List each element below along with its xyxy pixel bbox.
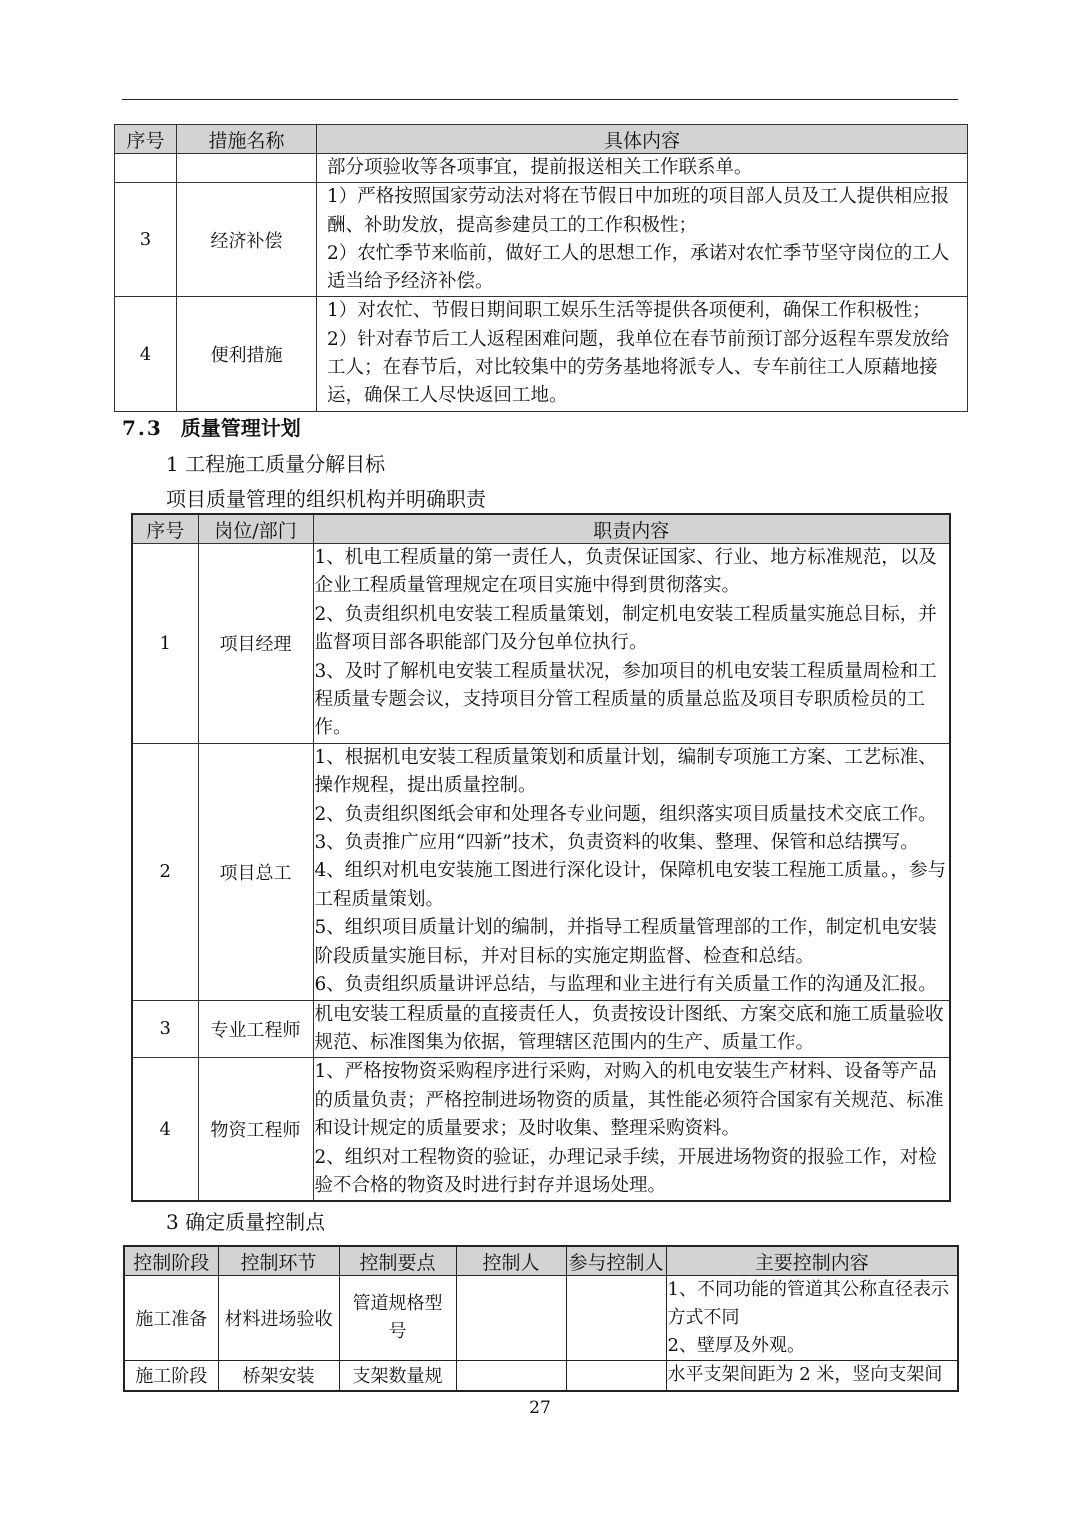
measure-content xyxy=(317,297,968,411)
controller xyxy=(456,1276,566,1361)
content-paragraph: 水平支架间距为 2 米，竖向支架间 xyxy=(667,1364,943,1386)
measure-name: 经济补偿 xyxy=(177,183,317,297)
controller xyxy=(456,1361,566,1391)
section-title: 质量管理计划 xyxy=(180,416,301,440)
duty-paragraph: 4、组织对机电安装施工图进行深化设计，保障机电安装工程施工质量。，参与工程质量策划。 xyxy=(314,860,947,910)
control-content xyxy=(666,1276,958,1361)
measure-content xyxy=(317,154,968,183)
content-paragraph: 2、壁厚及外观。 xyxy=(667,1335,805,1356)
role-name: 专业工程师 xyxy=(198,1000,313,1058)
control-points-table xyxy=(123,1245,959,1392)
table-header-row xyxy=(115,125,968,154)
duty-paragraph: 3、负责推广应用“四新”技术，负责资料的收集、整理、保管和总结撰写。 xyxy=(314,832,919,854)
column-header: 控制人 xyxy=(456,1246,566,1276)
content-paragraph: 部分项验收等各项事宜，提前报送相关工作联系单。 xyxy=(327,157,753,178)
column-header: 具体内容 xyxy=(317,125,968,154)
content-paragraph: 2）农忙季节来临前，做好工人的思想工作，承诺对农忙季节坚守岗位的工人适当给予经济补偿。 xyxy=(327,242,950,293)
participant xyxy=(566,1361,666,1391)
control-point: 管道规格型号 xyxy=(339,1276,456,1361)
table-row xyxy=(115,297,968,411)
content-paragraph: 1）严格按照国家劳动法对将在节假日中加班的项目部人员及工人提供相应报酬、补助发放，提高参建员工的工作积极性； xyxy=(327,186,950,236)
duty-content xyxy=(313,1058,950,1202)
subsection-heading: 3 确定质量控制点 xyxy=(166,1210,326,1234)
content-paragraph: 2）针对春节后工人返程困难问题，我单位在春节前预订部分返程车票发放给工人；在春节后，对比较集中的劳务基地将派专人、专车前往工人原藉地接运，确保工人尽快返回工地。 xyxy=(327,328,950,407)
column-header: 控制环节 xyxy=(218,1246,339,1276)
duty-paragraph: 1、严格按物资采购程序进行采购，对购入的机电安装生产材料、设备等产品的质量负责；严格控制进场物资的质量，其性能必须符合国家有关规范、标准和设计规定的质量要求；及时收集、整理采购资料。 xyxy=(314,1061,944,1140)
table-header-row xyxy=(132,514,950,544)
table-row xyxy=(124,1276,958,1361)
role-name: 项目总工 xyxy=(198,743,313,1000)
duty-paragraph: 2、组织对工程物资的验证，办理记录手续，开展进场物资的报验工作，对检验不合格的物资及时进行封存并退场处理。 xyxy=(314,1146,937,1196)
content-paragraph: 1）对农忙、节假日期间职工娱乐生活等提供各项便利，确保工作积极性； xyxy=(327,300,931,322)
duty-content xyxy=(313,1000,950,1058)
responsibility-table xyxy=(131,513,951,1202)
header-rule xyxy=(122,99,958,100)
row-number: 2 xyxy=(132,743,198,1000)
row-number: 4 xyxy=(115,297,177,411)
table-row xyxy=(132,1000,950,1058)
role-name: 物资工程师 xyxy=(198,1058,313,1202)
column-header: 参与控制人 xyxy=(566,1246,666,1276)
table-header-row xyxy=(124,1246,958,1276)
participant xyxy=(566,1276,666,1361)
table-row xyxy=(132,743,950,1000)
control-link: 材料进场验收 xyxy=(218,1276,339,1361)
duty-content xyxy=(313,743,950,1000)
measures-table xyxy=(114,124,968,412)
measure-content xyxy=(317,183,968,297)
section-heading xyxy=(122,412,301,441)
column-header: 序号 xyxy=(115,125,177,154)
measure-name xyxy=(177,154,317,183)
duty-paragraph: 6、负责组织质量讲评总结，与监理和业主进行有关质量工作的沟通及汇报。 xyxy=(314,974,937,996)
duty-paragraph: 1、根据机电安装工程质量策划和质量计划，编制专项施工方案、工艺标准、操作规程，提出质量控制。 xyxy=(314,746,937,797)
row-number: 3 xyxy=(115,183,177,297)
duty-paragraph: 1、机电工程质量的第一责任人，负责保证国家、行业、地方标准规范，以及企业工程质量管理规定在项目实施中得到贯彻落实。 xyxy=(314,547,937,597)
subsection-text: 项目质量管理的组织机构并明确职责 xyxy=(166,487,486,511)
page-number: 27 xyxy=(529,1398,551,1418)
duty-paragraph: 3、及时了解机电安装工程质量状况，参加项目的机电安装工程质量周检和工程质量专题会议，支持项目分管工程质量的质量总监及项目专职质检员的工作。 xyxy=(314,660,937,739)
row-number xyxy=(115,154,177,183)
column-header: 职责内容 xyxy=(313,514,950,544)
column-header: 主要控制内容 xyxy=(666,1246,958,1276)
column-header: 控制阶段 xyxy=(124,1246,218,1276)
duty-paragraph: 2、负责组织机电安装工程质量策划，制定机电安装工程质量实施总目标，并监督项目部各职能部门及分包单位执行。 xyxy=(314,603,937,654)
control-content xyxy=(666,1361,958,1391)
column-header: 岗位/部门 xyxy=(198,514,313,544)
duty-content xyxy=(313,544,950,744)
row-number: 1 xyxy=(132,544,198,744)
duty-paragraph: 2、负责组织图纸会审和处理各专业问题，组织落实项目质量技术交底工作。 xyxy=(314,803,937,825)
row-number: 3 xyxy=(132,1000,198,1058)
control-stage: 施工准备 xyxy=(124,1276,218,1361)
table-row xyxy=(132,1058,950,1202)
control-link: 桥架安装 xyxy=(218,1361,339,1391)
column-header: 措施名称 xyxy=(177,125,317,154)
column-header: 序号 xyxy=(132,514,198,544)
duty-paragraph: 5、组织项目质量计划的编制，并指导工程质量管理部的工作，制定机电安装阶段质量实施目标，并对目标的实施定期监督、检查和总结。 xyxy=(314,917,937,967)
role-name: 项目经理 xyxy=(198,544,313,744)
table-row xyxy=(132,544,950,744)
duty-paragraph: 机电安装工程质量的直接责任人，负责按设计图纸、方案交底和施工质量验收规范、标准图集为依据，管理辖区范围内的生产、质量工作。 xyxy=(314,1003,944,1053)
subsection-heading: 1 工程施工质量分解目标 xyxy=(166,452,386,476)
measure-name: 便利措施 xyxy=(177,297,317,411)
row-number: 4 xyxy=(132,1058,198,1202)
section-number: 7.3 xyxy=(122,416,163,440)
content-paragraph: 1、不同功能的管道其公称直径表示方式不同 xyxy=(667,1279,949,1328)
table-row xyxy=(115,154,968,183)
column-header: 控制要点 xyxy=(339,1246,456,1276)
control-point: 支架数量规 xyxy=(339,1361,456,1391)
table-row xyxy=(124,1361,958,1391)
table-row xyxy=(115,183,968,297)
control-stage: 施工阶段 xyxy=(124,1361,218,1391)
